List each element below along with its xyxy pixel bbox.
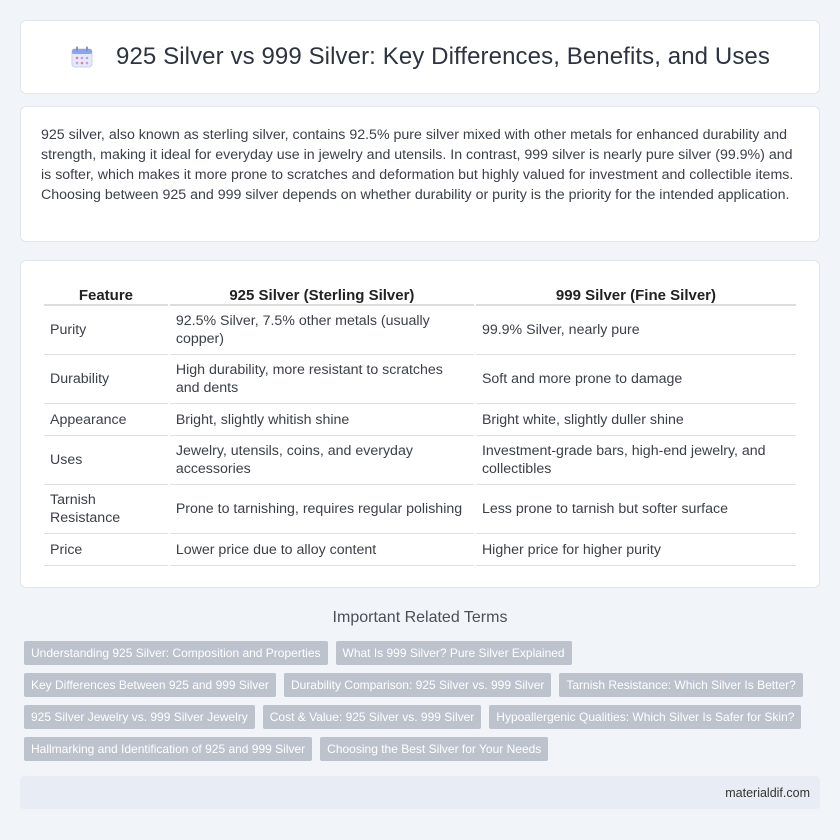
table-row <box>44 306 796 355</box>
row-999-value: 99.9% Silver, nearly pure <box>476 306 796 355</box>
tag-row <box>24 705 824 729</box>
related-term-link[interactable]: Key Differences Between 925 and 999 Silver <box>24 673 276 697</box>
column-header-999: 999 Silver (Fine Silver) <box>476 281 796 306</box>
tag-row <box>24 673 824 697</box>
related-term-link[interactable]: Hallmarking and Identification of 925 and 999 Silver <box>24 737 312 761</box>
related-term-link[interactable]: Tarnish Resistance: Which Silver Is Better? <box>559 673 802 697</box>
row-feature: Uses <box>44 436 168 485</box>
intro-card <box>20 106 820 242</box>
row-999-value: Soft and more prone to damage <box>476 355 796 404</box>
related-term-link[interactable]: Cost & Value: 925 Silver vs. 999 Silver <box>263 705 482 729</box>
table-row <box>44 485 796 534</box>
row-925-value: Lower price due to alloy content <box>170 534 474 566</box>
title-card <box>20 20 820 94</box>
intro-paragraph: 925 silver, also known as sterling silver, contains 92.5% pure silver mixed with other metals for enhanced durability and strength, making it ideal for everyday use in jewelry and utensils. In contrast, 999 silver is nearly pure silver (99.9%) and is softer, which makes it more prone to scratches and deformation but highly valued for investment and collectible items. Choosing between 925 and 999 silver depends on whether durability or purity is the priority for the intended application. <box>41 127 794 203</box>
related-term-link[interactable]: Hypoallergenic Qualities: Which Silver Is Safer for Skin? <box>489 705 801 729</box>
column-header-feature: Feature <box>44 281 168 306</box>
comparison-table-card <box>20 260 820 588</box>
row-999-value: Higher price for higher purity <box>476 534 796 566</box>
table-row <box>44 404 796 436</box>
related-terms-tags <box>24 641 824 769</box>
table-row <box>44 534 796 566</box>
tag-row <box>24 641 824 665</box>
table-row <box>44 436 796 485</box>
footer-site: materialdif.com <box>725 786 810 800</box>
table-header-row <box>44 281 796 306</box>
row-925-value: Jewelry, utensils, coins, and everyday accessories <box>170 436 474 485</box>
table-row <box>44 355 796 404</box>
row-925-value: Prone to tarnishing, requires regular polishing <box>170 485 474 534</box>
related-term-link[interactable]: Choosing the Best Silver for Your Needs <box>320 737 548 761</box>
related-terms-heading: Important Related Terms <box>332 609 508 626</box>
row-925-value: Bright, slightly whitish shine <box>170 404 474 436</box>
column-header-925: 925 Silver (Sterling Silver) <box>170 281 474 306</box>
tag-row <box>24 737 824 761</box>
row-925-value: High durability, more resistant to scratches and dents <box>170 355 474 404</box>
row-feature: Tarnish Resistance <box>44 485 168 534</box>
row-999-value: Investment-grade bars, high-end jewelry, and collectibles <box>476 436 796 485</box>
comparison-table <box>42 281 798 566</box>
row-feature: Durability <box>44 355 168 404</box>
row-999-value: Less prone to tarnish but softer surface <box>476 485 796 534</box>
calendar-icon <box>70 45 94 69</box>
row-999-value: Bright white, slightly duller shine <box>476 404 796 436</box>
related-term-link[interactable]: Understanding 925 Silver: Composition and Properties <box>24 641 328 665</box>
row-feature: Price <box>44 534 168 566</box>
footer <box>20 776 820 809</box>
row-925-value: 92.5% Silver, 7.5% other metals (usually copper) <box>170 306 474 355</box>
row-feature: Purity <box>44 306 168 355</box>
page-title: 925 Silver vs 999 Silver: Key Differences, Benefits, and Uses <box>116 43 770 70</box>
related-term-link[interactable]: What Is 999 Silver? Pure Silver Explained <box>336 641 572 665</box>
row-feature: Appearance <box>44 404 168 436</box>
related-term-link[interactable]: Durability Comparison: 925 Silver vs. 999 Silver <box>284 673 551 697</box>
related-term-link[interactable]: 925 Silver Jewelry vs. 999 Silver Jewelry <box>24 705 255 729</box>
